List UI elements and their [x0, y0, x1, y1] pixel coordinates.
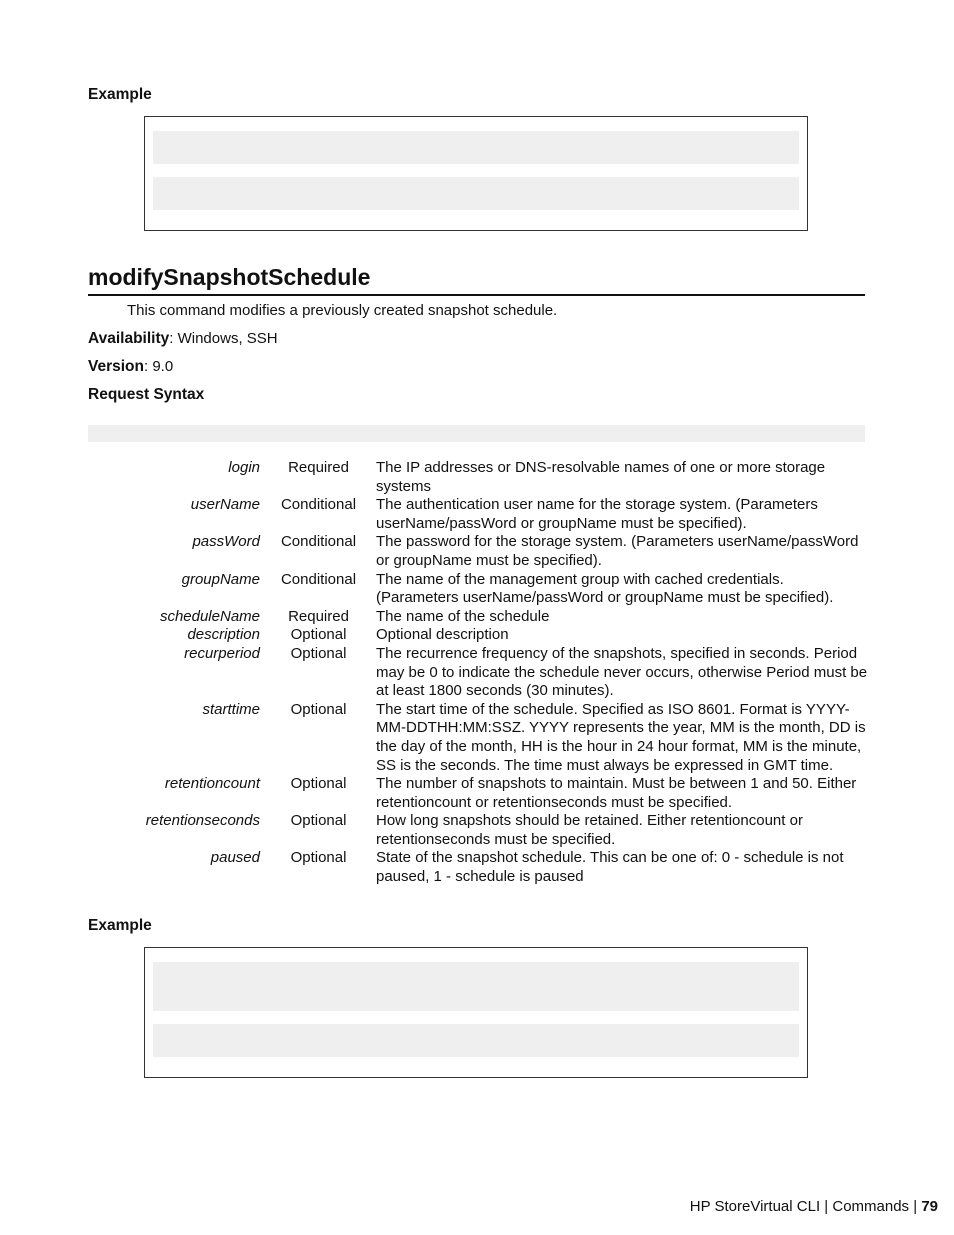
- parameter-name: scheduleName: [159, 607, 260, 625]
- code-example-box-1: [144, 116, 808, 231]
- parameter-row: [88, 459, 868, 496]
- parameter-requirement: Required: [288, 607, 349, 625]
- parameter-name: userName: [190, 496, 260, 514]
- parameter-name: recurperiod: [184, 644, 260, 662]
- parameter-row: [88, 849, 868, 886]
- parameter-requirement: Optional: [290, 812, 347, 830]
- parameter-description: The recurrence frequency of the snapshots, specified in seconds. Period may be 0 to indicate the schedule never occurs, otherwise Period must be at least 1800 seconds (30 minutes).: [376, 644, 868, 700]
- code-example-box-2: [144, 947, 808, 1078]
- parameter-requirement: Optional: [290, 849, 347, 867]
- parameter-name: paused: [210, 849, 260, 867]
- parameter-requirement: Conditional: [280, 570, 357, 588]
- parameter-name: groupName: [181, 570, 260, 588]
- parameter-description: The start time of the schedule. Specified as ISO 8601. Format is YYYY-MM-DDTHH:MM:SSZ. YYYY represents the year, MM is the month, DD is the day of the month, HH is the hour in 24 hour format, MM is the minute, SS is the seconds. The time must always be expressed in GMT time.: [376, 700, 866, 774]
- parameter-name: passWord: [192, 533, 260, 551]
- version-value: : 9.0: [144, 358, 174, 375]
- section-intro: This command modifies a previously created snapshot schedule.: [127, 302, 558, 319]
- parameter-name: login: [228, 459, 260, 476]
- parameter-row: [88, 701, 868, 775]
- parameter-description: How long snapshots should be retained. Either retentioncount or retentionseconds must be specified.: [376, 812, 803, 848]
- parameter-requirement: Optional: [290, 775, 347, 793]
- section-title: modifySnapshotSchedule: [88, 262, 865, 296]
- footer-separator: |: [824, 1198, 829, 1215]
- code-line: [153, 1024, 799, 1057]
- parameter-description: The authentication user name for the storage system. (Parameters userName/passWord or groupName must be specified).: [376, 496, 818, 532]
- footer-chapter: Commands: [832, 1198, 910, 1215]
- parameter-description: The IP addresses or DNS-resolvable names of one or more storage systems: [376, 459, 826, 495]
- parameter-description: The name of the management group with cached credentials. (Parameters userName/passWord or groupName must be specified).: [376, 570, 834, 607]
- page-number: 79: [921, 1198, 938, 1215]
- code-line: [153, 131, 799, 164]
- code-line: [153, 177, 799, 210]
- parameter-description: The password for the storage system. (Parameters userName/passWord or groupName must be specified).: [376, 533, 859, 569]
- availability-line: [88, 330, 278, 348]
- parameter-requirement: Required: [288, 459, 349, 476]
- parameter-name: retentioncount: [164, 775, 260, 793]
- parameter-name: retentionseconds: [145, 812, 260, 830]
- parameter-row: [88, 533, 868, 570]
- availability-value: : Windows, SSH: [169, 330, 278, 347]
- parameter-row: [88, 608, 868, 627]
- page-footer: [690, 1198, 938, 1215]
- request-syntax-heading: Request Syntax: [88, 386, 205, 403]
- parameter-row: [88, 496, 868, 533]
- version-line: [88, 358, 173, 376]
- parameter-description: The number of snapshots to maintain. Must be between 1 and 50. Either retentioncount or retentionseconds must be specified.: [376, 775, 857, 811]
- availability-label: Availability: [88, 330, 170, 347]
- parameter-requirement: Optional: [290, 626, 347, 644]
- parameters-table: [88, 459, 868, 887]
- parameter-row: [88, 775, 868, 812]
- footer-separator: |: [913, 1198, 918, 1215]
- parameter-requirement: Conditional: [280, 533, 357, 551]
- parameter-row: [88, 571, 868, 608]
- parameter-row: [88, 626, 868, 645]
- parameter-requirement: Optional: [290, 700, 347, 718]
- example-heading-1: Example: [88, 86, 152, 103]
- request-syntax-code: [88, 425, 865, 442]
- parameter-description: Optional description: [376, 626, 509, 644]
- parameter-requirement: Optional: [290, 644, 347, 662]
- parameter-description: The name of the schedule: [376, 607, 550, 625]
- example-heading-2: Example: [88, 917, 152, 934]
- parameter-requirement: Conditional: [280, 496, 357, 514]
- parameter-name: starttime: [202, 700, 260, 718]
- parameter-name: description: [187, 626, 260, 644]
- footer-book-title: HP StoreVirtual CLI: [689, 1198, 821, 1215]
- parameter-row: [88, 645, 868, 701]
- parameter-row: [88, 812, 868, 849]
- code-line: [153, 962, 799, 1011]
- parameter-description: State of the snapshot schedule. This can be one of: 0 - schedule is not paused, 1 - schedule is paused: [376, 849, 844, 886]
- version-label: Version: [88, 358, 144, 375]
